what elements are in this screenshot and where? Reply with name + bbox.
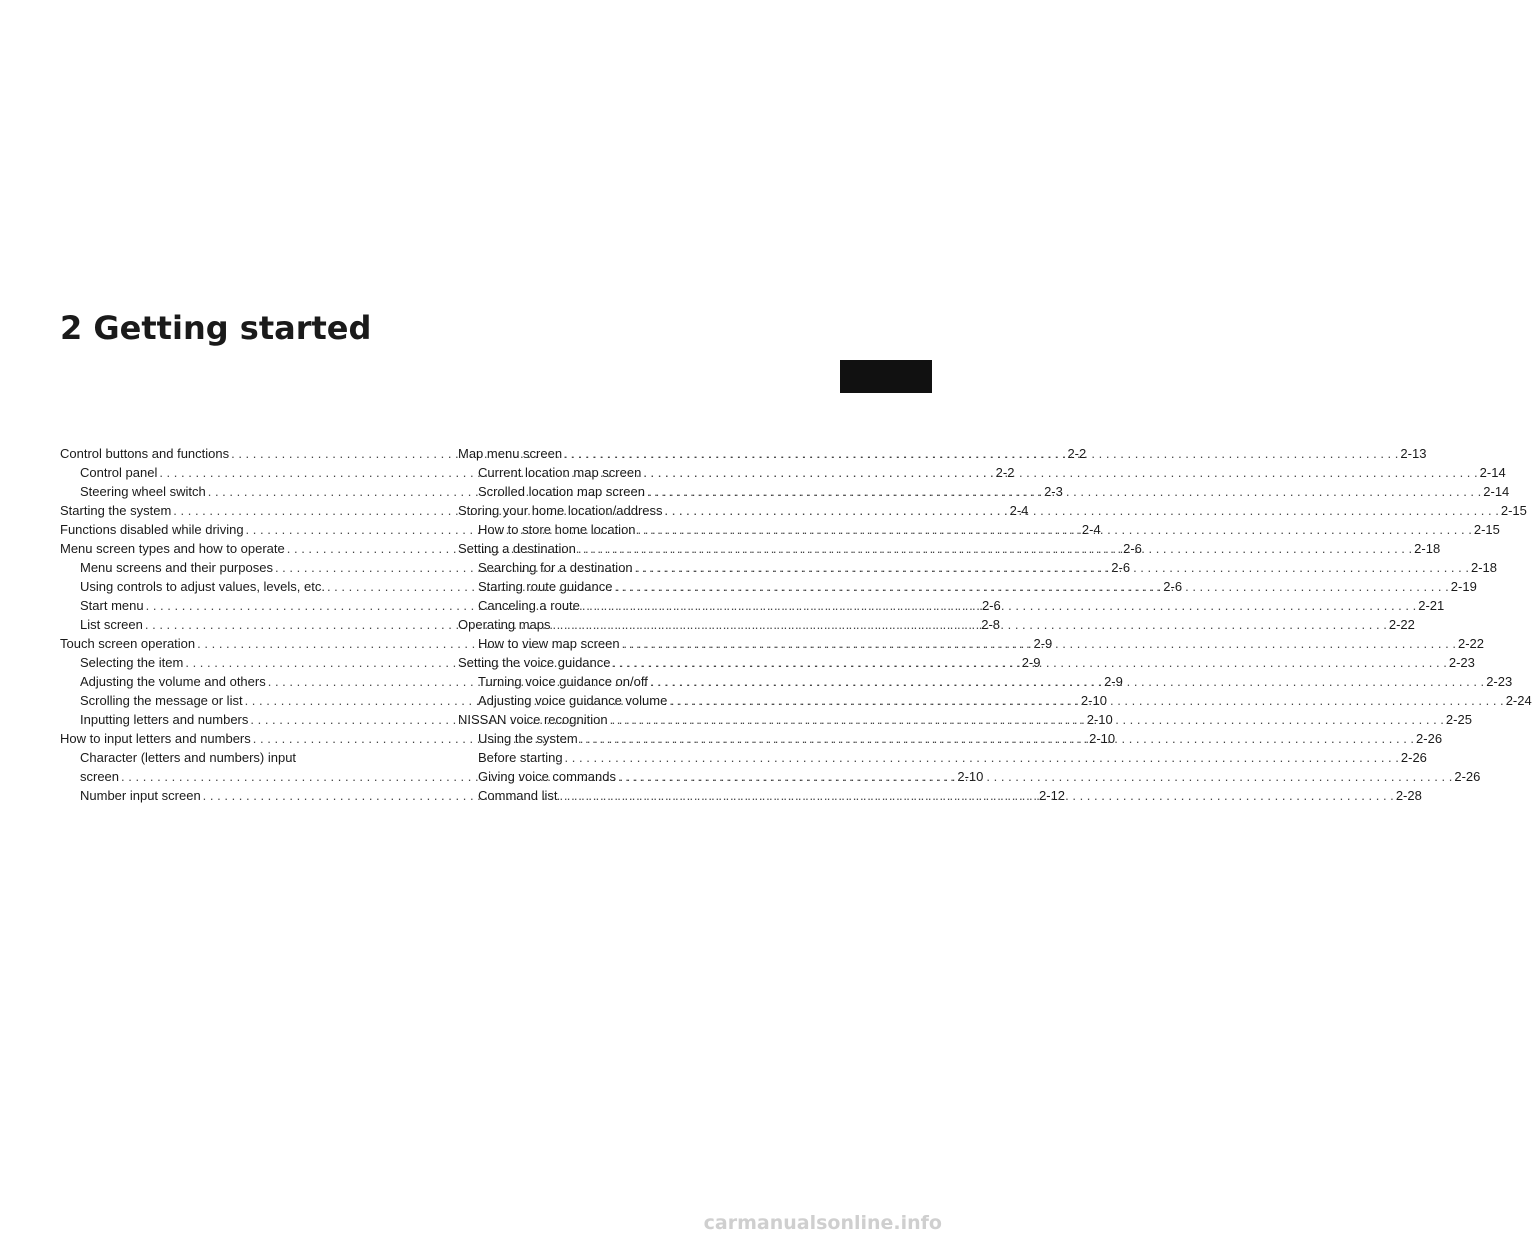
toc-entry-page: 2-6 — [1123, 541, 1142, 556]
toc-dot-leader — [669, 691, 1503, 710]
toc-entry-title: Control panel — [80, 465, 158, 480]
toc-entry-title: Turning voice guidance on/off — [478, 674, 648, 689]
toc-entry-title: Canceling a route — [478, 598, 580, 613]
toc-entry-page: 2-4 — [1009, 503, 1029, 518]
toc-entry-page: 2-19 — [1450, 579, 1477, 594]
toc-entry[interactable] — [60, 748, 416, 767]
toc-dot-leader — [553, 615, 1387, 634]
toc-entry-page: 2-9 — [1021, 655, 1041, 670]
toc-dot-leader — [582, 596, 1416, 615]
toc-dot-leader — [650, 672, 1484, 691]
toc-dot-leader — [622, 634, 1456, 653]
toc-entry-page: 2-22 — [1457, 636, 1484, 651]
toc-entry-title: Current location map screen — [478, 465, 642, 480]
toc-dot-leader — [665, 501, 1499, 520]
toc-entry-page: 2-10 — [1080, 693, 1107, 708]
toc-entry-title: Touch screen operation — [60, 636, 196, 651]
toc-entry-title: List screen — [80, 617, 143, 632]
toc-entry-title: Selecting the item — [80, 655, 184, 670]
watermark: carmanualsonline.info — [703, 1212, 942, 1234]
toc-entry-page: 2-14 — [1479, 465, 1506, 480]
toc-entry-page: 2-28 — [1395, 788, 1422, 803]
toc-entry-title: Adjusting voice guidance volume — [478, 693, 668, 708]
toc-entry-title: screen — [80, 769, 120, 784]
toc-entry-page: 2-6 — [1111, 560, 1131, 575]
toc-dot-leader — [610, 710, 1444, 729]
toc-entry-title: Searching for a destination — [478, 560, 633, 575]
toc-entry-page: 2-23 — [1486, 674, 1513, 689]
toc-entry-page: 2-6 — [1163, 579, 1183, 594]
toc-dot-leader — [613, 653, 1447, 672]
toc-entry-page: 2-12 — [1039, 788, 1066, 803]
toc-dot-leader — [618, 767, 1452, 786]
toc-entry-title: Giving voice commands — [478, 769, 616, 784]
toc-entry-title: NISSAN voice recognition — [458, 712, 608, 727]
toc-dot-leader — [638, 520, 1472, 539]
toc-entry-page: 2-3 — [1044, 484, 1063, 499]
toc-entry-page: 2-6 — [981, 598, 1001, 613]
toc-entry-page: 2-18 — [1471, 560, 1498, 575]
toc-entry-title: Scrolling the message or list — [80, 693, 243, 708]
toc-entry[interactable] — [458, 748, 1427, 767]
toc-entry-page: 2-15 — [1500, 503, 1527, 518]
toc-entry-title: Operating maps — [458, 617, 551, 632]
toc-entry-page: 2-25 — [1445, 712, 1472, 727]
toc-dot-leader — [647, 482, 1481, 501]
toc-entry-title: Setting the voice guidance — [458, 655, 611, 670]
toc-entry-title: Map menu screen — [458, 446, 563, 461]
toc-entry-title: Before starting — [478, 750, 563, 765]
toc-entry-title: Command list — [478, 788, 558, 803]
toc-dot-leader — [578, 539, 1412, 558]
toc-entry-title: Menu screen types and how to operate — [60, 541, 285, 556]
toc-entry-page: 2-2 — [1067, 446, 1087, 461]
toc-entry-title: Starting route guidance — [478, 579, 613, 594]
toc-entry-title: Scrolled location map screen — [478, 484, 645, 499]
toc-entry-page: 2-2 — [995, 465, 1015, 480]
toc-entry-page: 2-18 — [1414, 541, 1441, 556]
toc-entry-title: Using controls to adjust values, levels, etc. — [80, 579, 325, 594]
toc-entry-title: Menu screens and their purposes — [80, 560, 273, 575]
toc-entry-page: 2-26 — [1454, 769, 1481, 784]
toc-dot-leader — [580, 729, 1414, 748]
toc-entry-page: 2-26 — [1416, 731, 1443, 746]
toc-dot-leader — [565, 748, 1399, 767]
toc-entry-title: How to store home location — [478, 522, 636, 537]
toc-entry-page: 2-13 — [1400, 446, 1427, 461]
toc-entry-title: Steering wheel switch — [80, 484, 206, 499]
toc-entry-title: Functions disabled while driving — [60, 522, 244, 537]
toc-entry-title: Start menu — [80, 598, 144, 613]
toc-entry-title: Number input screen — [80, 788, 201, 803]
toc-entry-page: 2-10 — [1089, 731, 1116, 746]
toc-entry-page: 2-21 — [1418, 598, 1445, 613]
toc-entry-page: 2-10 — [1086, 712, 1113, 727]
toc-entry-page: 2-24 — [1505, 693, 1532, 708]
toc-entry-page: 2-26 — [1400, 750, 1427, 765]
toc-entry-title: Storing your home location/address — [458, 503, 663, 518]
toc-entry-title: Character (letters and numbers) input — [80, 750, 297, 765]
toc-entry-page: 2-9 — [1033, 636, 1053, 651]
toc-entry-page: 2-15 — [1473, 522, 1500, 537]
toc-dot-leader — [559, 786, 1393, 805]
toc-dot-leader — [643, 463, 1477, 482]
toc-entry-page: 2-4 — [1081, 522, 1101, 537]
toc-entry-title: Inputting letters and numbers — [80, 712, 249, 727]
toc-entry-page: 2-22 — [1388, 617, 1415, 632]
toc-dot-leader — [614, 577, 1448, 596]
toc-entry-title: How to input letters and numbers — [60, 731, 251, 746]
toc-entry-page: 2-23 — [1448, 655, 1475, 670]
toc-entry-title: Control buttons and functions — [60, 446, 230, 461]
toc-dot-leader — [564, 444, 1398, 463]
toc-entry-page: 2-9 — [1104, 674, 1123, 689]
toc-entry-page: 2-8 — [981, 617, 1001, 632]
toc-entry-title: Starting the system — [60, 503, 172, 518]
toc-entry-title: Using the system — [478, 731, 578, 746]
toc-dot-leader — [635, 558, 1469, 577]
chapter-tab — [840, 360, 932, 393]
toc-entry-title: Adjusting the volume and others — [80, 674, 266, 689]
toc-entry-title: Setting a destination — [458, 541, 576, 556]
toc-entry-title: How to view map screen — [478, 636, 620, 651]
toc-entry-page: 2-14 — [1483, 484, 1510, 499]
toc-entry-page: 2-10 — [957, 769, 984, 784]
chapter-title: 2 Getting started — [60, 309, 372, 347]
